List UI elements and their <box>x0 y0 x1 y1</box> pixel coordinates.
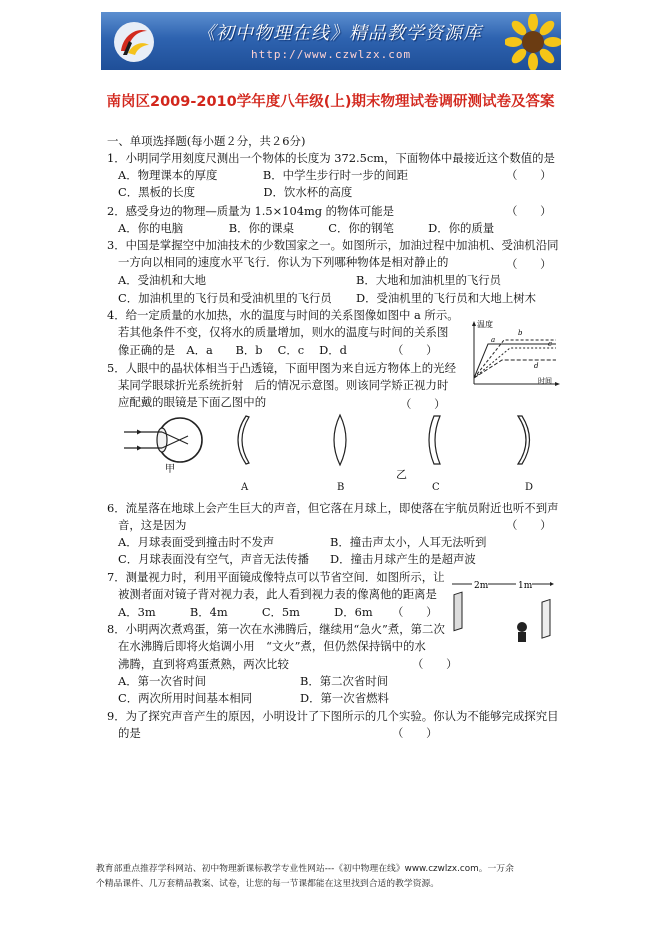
site-banner <box>101 12 561 70</box>
lens-label-a: A <box>241 482 249 493</box>
q2-stem: 2．感受身边的物理—质量为 1.5×104mg 的物体可能是 <box>107 204 395 218</box>
fig-yi-label: 乙 <box>396 468 407 481</box>
graph-xlabel: 时间 <box>538 377 552 385</box>
q8-answer-paren: （ ） <box>412 657 458 671</box>
q8-stem-line3: 沸腾，直到将鸡蛋煮熟，两次比较 <box>118 657 289 671</box>
site-logo-icon <box>113 21 155 63</box>
q6-answer-paren: （ ） <box>506 518 552 532</box>
q6-option-b: B．撞击声太小，人耳无法听到 <box>330 535 487 549</box>
fig-jia-label: 甲 <box>165 464 175 474</box>
graph-curve-b <box>474 340 556 378</box>
q9-stem-line1: 9．为了探究声音产生的原因，小明设计了下图所示的几个实验。你认为不能够完成探究目 <box>107 709 559 723</box>
q9-answer-paren: （ ） <box>392 726 438 740</box>
lens-label-c: C <box>432 482 440 493</box>
q6-stem-line2: 音，这是因为 <box>118 518 187 532</box>
q3-stem-line1: 3．中国是掌握空中加油技术的少数国家之一。如图所示，加油过程中加油机、受油机沿同 <box>107 238 559 252</box>
q1-options-row1: A．物理课本的厚度 B．中学生步行时一步的间距 <box>118 168 408 182</box>
q9-stem-line2: 的是 <box>118 726 141 740</box>
mirror-vision-test-diagram <box>450 574 560 646</box>
mirror-icon <box>454 592 462 631</box>
q4-answer-paren: （ ） <box>392 343 438 357</box>
q8-option-c: C．两次所用时间基本相同 <box>118 691 253 705</box>
person-icon <box>517 622 527 642</box>
graph-label-b: b <box>518 329 523 337</box>
q1-stem: 1．小明同学用刻度尺测出一个物体的长度为 372.5cm，下面物体中最接近这个数值的是 <box>107 151 555 165</box>
eye-refraction-diagram <box>122 414 212 474</box>
section-heading: 一、单项选择题(每小题２分，共２6分) <box>107 134 306 148</box>
dim-1m-label: 1m <box>518 581 533 591</box>
q8-stem-line1: 8．小明两次煮鸡蛋，第一次在水沸腾后，继续用“急火”煮，第二次 <box>107 622 445 636</box>
q1-options-row2: C．黑板的长度 D．饮水杯的高度 <box>118 185 353 199</box>
q2-answer-paren: （ ） <box>506 204 552 218</box>
lens-label-d: D <box>525 482 534 493</box>
q8-option-b: B．第二次省时间 <box>300 674 389 688</box>
dim-2m-label: 2m <box>474 581 489 591</box>
q3-option-d: D．受油机里的飞行员和大地上树木 <box>356 291 536 305</box>
graph-label-d: d <box>534 362 539 370</box>
footer-line1: 教育部重点推荐学科网站、初中物理新课标教学专业性网站---《初中物理在线》www.czwlzx.com。一万余 <box>96 864 514 874</box>
sunflower-icon <box>505 14 561 70</box>
lens-d-concave <box>518 416 530 464</box>
q7-answer-paren: （ ） <box>392 605 438 619</box>
lens-b-convex <box>334 415 346 465</box>
q5-stem-line2: 某同学眼球折光系统折射 后的情况示意图。则该同学矫正视力时 <box>118 378 449 392</box>
q6-option-d: D．撞击月球产生的是超声波 <box>330 552 476 566</box>
q8-option-a: A．第一次省时间 <box>118 674 206 688</box>
q5-stem-line1: 5．人眼中的晶状体相当于凸透镜，下面甲图为来自远方物体上的光经 <box>107 361 456 375</box>
q6-option-a: A．月球表面受到撞击时不发声 <box>118 535 275 549</box>
banner-url[interactable]: http://www.czwlzx.com <box>251 48 412 61</box>
q3-answer-paren: （ ） <box>506 257 552 271</box>
graph-label-c: c <box>548 340 552 348</box>
lens-options-diagram <box>222 412 542 468</box>
temperature-time-graph <box>466 318 562 388</box>
q7-stem-line2: 被测者面对镜子背对视力表，此人看到视力表的像离他的距离是 <box>118 587 437 601</box>
q6-stem-line1: 6．流星落在地球上会产生巨大的声音，但它落在月球上，即使落在宇航员附近也听不到声 <box>107 501 559 515</box>
q3-stem-line2: 一方向以相同的速度水平飞行．你认为下列哪种物体是相对静止的 <box>118 255 449 269</box>
graph-curve-c <box>474 348 556 378</box>
q4-stem-line1: 4．给一定质量的水加热，水的温度与时间的关系图像如图中 a 所示。 <box>107 308 459 322</box>
lens-label-b: B <box>337 482 345 493</box>
q8-stem-line2: 在水沸腾后即将火焰调小用 “文火”煮，但仍然保持锅中的水 <box>118 639 426 653</box>
document-title: 南岗区2009-2010学年度八年级(上)期末物理试卷调研测试卷及答案 <box>106 94 555 110</box>
footer-line2: 个精品课件、几万套精品教案、试卷，让您的每一节课都能在这里找到合适的教学资源。 <box>96 879 440 889</box>
vision-chart-icon <box>542 600 550 639</box>
q3-option-a: A．受油机和大地 <box>118 273 206 287</box>
lens-c-meniscus <box>429 416 440 464</box>
graph-label-a: a <box>491 336 496 344</box>
q1-answer-paren: （ ） <box>506 168 552 182</box>
q4-stem-line2: 若其他条件不变，仅将水的质量增加，则水的温度与时间的关系图 <box>118 325 449 339</box>
q3-option-b: B．大地和加油机里的飞行员 <box>356 273 502 287</box>
q7-stem-line1: 7．测量视力时，利用平面镜成像特点可以节省空间．如图所示，让 <box>107 570 445 584</box>
lens-a-concave <box>238 416 249 464</box>
graph-curve-d <box>474 360 556 378</box>
q5-stem-line3: 应配戴的眼镜是下面乙图中的 <box>118 395 267 409</box>
q4-stem-line3: 像正确的是 A．a B．b C．c D．d <box>118 343 347 357</box>
q7-options: A．3m B．4m C．5m D．6m <box>118 605 373 619</box>
q8-option-d: D．第一次省燃料 <box>300 691 389 705</box>
q3-option-c: C．加油机里的飞行员和受油机里的飞行员 <box>118 291 332 305</box>
banner-title: 《初中物理在线》精品教学资源库 <box>197 23 482 44</box>
graph-ylabel: 温度 <box>477 320 493 329</box>
q5-answer-paren: （ ） <box>400 397 446 411</box>
graph-curve-a <box>474 344 556 378</box>
q6-option-c: C．月球表面没有空气，声音无法传播 <box>118 552 309 566</box>
q2-options: A．你的电脑 B．你的课桌 C．你的钢笔 D．你的质量 <box>118 221 495 235</box>
